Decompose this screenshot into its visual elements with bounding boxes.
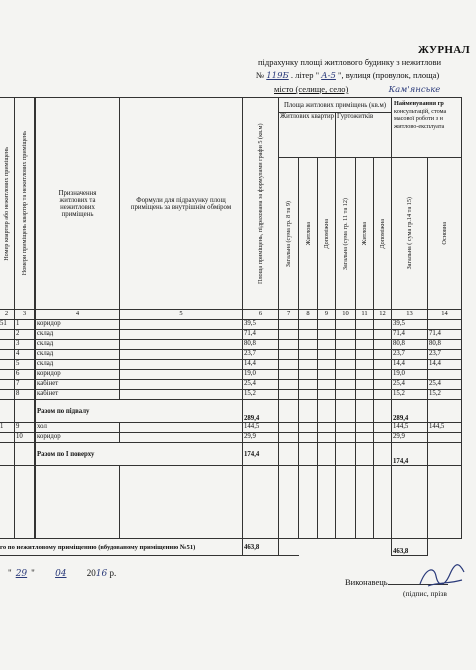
table-row bbox=[0, 360, 462, 370]
date-year-prefix: 20 bbox=[86, 568, 96, 578]
row-purpose: склад bbox=[36, 360, 120, 370]
table-row bbox=[0, 350, 462, 360]
executor-label: Виконавець bbox=[345, 577, 388, 587]
row-c14: 80,8 bbox=[428, 340, 462, 350]
row-flat-number bbox=[0, 380, 15, 390]
row-area: 29,9 bbox=[243, 433, 279, 443]
subtotal-basement-area: 289,4 bbox=[243, 400, 279, 423]
row-purpose: кабінет bbox=[36, 380, 120, 390]
row-c13: 144,5 bbox=[392, 423, 428, 433]
subtotal-floor1-area: 174,4 bbox=[243, 443, 279, 466]
col-number: 4 bbox=[36, 310, 120, 320]
col-header-purpose: Призначення житлових та нежитлових приміщень bbox=[58, 189, 97, 218]
group-nonres-line1: Найменування гр bbox=[394, 100, 444, 107]
group-header-nonresidential bbox=[392, 98, 462, 158]
row-c14: 23,7 bbox=[428, 350, 462, 360]
row-room-number: 6 bbox=[15, 370, 35, 380]
row-flat-number bbox=[0, 360, 15, 370]
table-row bbox=[0, 423, 462, 433]
row-flat-number bbox=[0, 350, 15, 360]
row-purpose: склад bbox=[36, 340, 120, 350]
row-room-number: 3 bbox=[15, 340, 35, 350]
table-row bbox=[0, 330, 462, 340]
col-number: 6 bbox=[243, 310, 279, 320]
col-number: 7 bbox=[279, 310, 299, 320]
address-line bbox=[256, 70, 439, 81]
date-day: 29 bbox=[15, 569, 28, 579]
table-row bbox=[0, 380, 462, 390]
row-formula bbox=[120, 433, 243, 443]
row-room-number: 10 bbox=[15, 433, 35, 443]
row-flat-number: 51 bbox=[0, 320, 15, 330]
col-number: 14 bbox=[428, 310, 462, 320]
row-formula bbox=[120, 380, 243, 390]
row-c14 bbox=[428, 370, 462, 380]
subtotal-floor1-row bbox=[0, 443, 462, 466]
subtotal-basement-label: Разом по підвалу bbox=[36, 400, 243, 423]
row-formula bbox=[120, 320, 243, 330]
row-c14: 15,2 bbox=[428, 390, 462, 400]
col-header-12: Допоміжна bbox=[379, 218, 387, 249]
row-c13: 19,0 bbox=[392, 370, 428, 380]
row-c14: 71,4 bbox=[428, 330, 462, 340]
row-purpose: склад bbox=[36, 350, 120, 360]
col-number: 13 bbox=[392, 310, 428, 320]
subtotal-basement-c13: 289,4 bbox=[392, 400, 428, 423]
row-c14: 144,5 bbox=[428, 423, 462, 433]
col-header-room-number: Номери приміщень квартир та нежитлових приміщень bbox=[21, 131, 28, 276]
row-purpose: коридор bbox=[36, 320, 120, 330]
total-area: 463,8 bbox=[243, 539, 279, 556]
row-purpose: коридор bbox=[36, 370, 120, 380]
table-row bbox=[0, 433, 462, 443]
signature-icon bbox=[414, 562, 468, 590]
area-table bbox=[0, 97, 462, 556]
row-area: 15,2 bbox=[243, 390, 279, 400]
row-formula bbox=[120, 423, 243, 433]
group-nonres-line3: масової роботи з н bbox=[394, 115, 443, 122]
row-formula bbox=[120, 330, 243, 340]
col-number: 11 bbox=[356, 310, 374, 320]
row-flat-number: 1 bbox=[0, 423, 15, 433]
row-c13: 39,5 bbox=[392, 320, 428, 330]
city-value: Кам'янське bbox=[388, 85, 441, 95]
row-c14: 25,4 bbox=[428, 380, 462, 390]
row-c14 bbox=[428, 433, 462, 443]
row-area: 80,8 bbox=[243, 340, 279, 350]
col-number: 9 bbox=[317, 310, 335, 320]
row-room-number: 7 bbox=[15, 380, 35, 390]
col-header-9: Допоміжна bbox=[322, 218, 330, 249]
row-room-number: 9 bbox=[15, 423, 35, 433]
row-flat-number bbox=[0, 370, 15, 380]
group-nonres-line4: житлово-експлуата bbox=[394, 122, 445, 130]
row-c13: 25,4 bbox=[392, 380, 428, 390]
row-purpose: хол bbox=[36, 423, 120, 433]
table-row bbox=[0, 390, 462, 400]
col-number: 12 bbox=[374, 310, 392, 320]
group-nonres-line2: консультацій, стома bbox=[394, 107, 447, 115]
building-number: 119Б bbox=[266, 71, 289, 81]
group-header-flats: Житлових квартир bbox=[279, 113, 336, 158]
row-area: 14,4 bbox=[243, 360, 279, 370]
col-header-area: Площа приміщень, підрахована за формулами графи 5 (кв.м) bbox=[257, 123, 264, 284]
col-header-flat-number: Номер квартир або нежитлових приміщень bbox=[3, 146, 10, 261]
row-area: 19,0 bbox=[243, 370, 279, 380]
row-flat-number bbox=[0, 433, 15, 443]
number-prefix: № bbox=[256, 70, 265, 80]
date-tail: р. bbox=[109, 568, 117, 578]
row-flat-number bbox=[0, 330, 15, 340]
row-area: 23,7 bbox=[243, 350, 279, 360]
row-formula bbox=[120, 390, 243, 400]
liter-prefix: . літер " bbox=[290, 70, 320, 80]
col-number: 10 bbox=[336, 310, 356, 320]
row-c14: 14,4 bbox=[428, 360, 462, 370]
row-c13: 14,4 bbox=[392, 360, 428, 370]
row-flat-number bbox=[0, 340, 15, 350]
column-numbers-row bbox=[0, 310, 462, 320]
signature-caption: (підпис, прізв bbox=[403, 589, 447, 598]
journal-title: ЖУРНАЛ bbox=[418, 44, 471, 56]
row-c14 bbox=[428, 320, 462, 330]
row-room-number: 5 bbox=[15, 360, 35, 370]
table-row bbox=[0, 340, 462, 350]
row-formula bbox=[120, 370, 243, 380]
row-flat-number bbox=[0, 390, 15, 400]
subtotal-floor1-c13: 174,4 bbox=[392, 443, 428, 466]
subtotal-floor1-label: Разом по I поверху bbox=[36, 443, 243, 466]
row-c13: 23,7 bbox=[392, 350, 428, 360]
row-room-number: 1 bbox=[15, 320, 35, 330]
date-year-suffix: 16 bbox=[95, 569, 108, 579]
street-label: ", вулиця (провулок, площа) bbox=[338, 70, 440, 80]
row-formula bbox=[120, 340, 243, 350]
col-header-7: Загальна (сума гр. 8 та 9) bbox=[285, 200, 293, 267]
date-line: " 29 " 04 2016 р. bbox=[8, 568, 117, 579]
row-room-number: 4 bbox=[15, 350, 35, 360]
col-header-10: Загальна (сума гр. 11 та 12) bbox=[342, 197, 350, 270]
col-header-14: Основна bbox=[441, 222, 449, 245]
col-number: 2 bbox=[0, 310, 15, 320]
row-purpose: склад bbox=[36, 330, 120, 340]
row-formula bbox=[120, 350, 243, 360]
liter-value: А-5 bbox=[321, 71, 336, 81]
row-area: 39,5 bbox=[243, 320, 279, 330]
col-number: 3 bbox=[15, 310, 35, 320]
col-number: 5 bbox=[120, 310, 243, 320]
row-room-number: 2 bbox=[15, 330, 35, 340]
col-number: 8 bbox=[299, 310, 317, 320]
row-purpose: коридор bbox=[36, 433, 120, 443]
row-formula bbox=[120, 360, 243, 370]
blank-row bbox=[0, 466, 462, 539]
col-header-11: Житлова bbox=[361, 222, 369, 246]
row-purpose: кабінет bbox=[36, 390, 120, 400]
total-row bbox=[0, 539, 462, 556]
col-header-formula: Формули для підрахунку площ приміщень за внутрішнім обміром bbox=[130, 196, 232, 211]
total-c13: 463,8 bbox=[392, 539, 428, 556]
row-c13: 15,2 bbox=[392, 390, 428, 400]
city-line bbox=[274, 84, 440, 95]
row-area: 144,5 bbox=[243, 423, 279, 433]
row-c13: 29,9 bbox=[392, 433, 428, 443]
subtotal-basement-row bbox=[0, 400, 462, 423]
date-month: 04 bbox=[55, 569, 67, 579]
table-row bbox=[0, 370, 462, 380]
journal-subtitle: підрахунку площі житлового будинку з нежитлови bbox=[258, 57, 442, 67]
area-table-wrapper bbox=[0, 97, 462, 556]
group-header-living-area: Площа житлових приміщень (кв.м) bbox=[279, 98, 392, 113]
total-label: го по нежитловому приміщенню (вбудованому приміщенню №51) bbox=[0, 539, 243, 556]
row-c13: 71,4 bbox=[392, 330, 428, 340]
row-area: 71,4 bbox=[243, 330, 279, 340]
col-header-8: Житлова bbox=[304, 222, 312, 246]
table-row bbox=[0, 320, 462, 330]
group-header-dorms: Гуртожитків bbox=[336, 113, 392, 158]
col-header-13: Загальна ( сума гр.14 та 15) bbox=[406, 197, 414, 270]
row-area: 25,4 bbox=[243, 380, 279, 390]
row-room-number: 8 bbox=[15, 390, 35, 400]
row-c13: 80,8 bbox=[392, 340, 428, 350]
city-label: місто (селище, село) bbox=[274, 84, 349, 94]
